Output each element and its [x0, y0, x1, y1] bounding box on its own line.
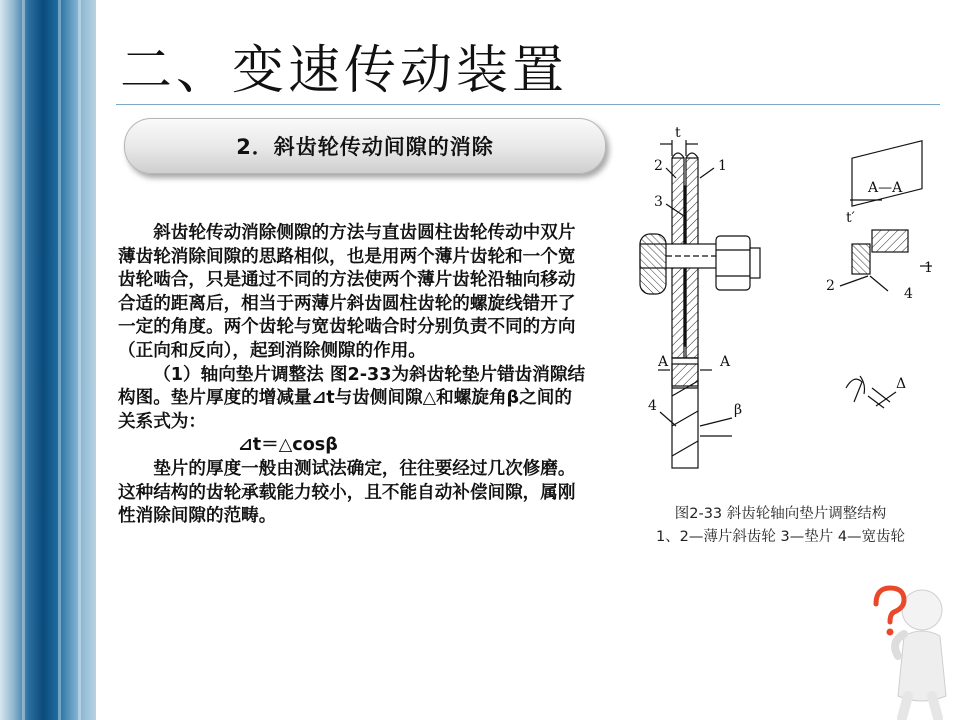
label-2-section: 2	[826, 278, 835, 294]
label-4: 4	[648, 398, 657, 414]
label-3: 3	[654, 194, 663, 210]
formula: ⊿t＝△cosβ	[238, 435, 338, 456]
paragraph-3: 垫片的厚度一般由测试法确定，往往要经过几次修磨。这种结构的齿轮承载能力较小，且不能自动补偿间隙，属刚性消除间隙的范畴。	[118, 458, 576, 527]
label-1: 1	[718, 158, 727, 174]
section-heading: 2．斜齿轮传动间隙的消除	[236, 135, 494, 159]
title-divider	[116, 104, 940, 105]
left-decorative-bar	[0, 0, 96, 720]
paragraph-1: 斜齿轮传动消除侧隙的方法与直齿圆柱齿轮传动中双片薄齿轮消除间隙的思路相似，也是用两个薄片齿轮和一个宽齿轮啮合，只是通过不同的方法使两个薄片齿轮沿轴向移动合适的距离后，相当于两薄片斜齿圆柱齿轮的螺旋线错开了一定的角度。两个齿轮与宽齿轮啮合时分别负责不同的方向（正向和反向），起到消除侧隙的作用。	[118, 223, 576, 361]
label-a-left: A	[658, 354, 669, 370]
caption-line-2: 1、2—薄片斜齿轮 3—垫片 4—宽齿轮	[655, 529, 906, 545]
thinking-figure-with-question-mark-icon	[868, 580, 960, 720]
label-delta: Δ	[896, 376, 907, 392]
label-1-section: 1	[924, 260, 933, 276]
label-t: t	[675, 126, 681, 141]
label-2: 2	[654, 158, 663, 174]
caption-line-1: 图2-33 斜齿轮轴向垫片调整结构	[674, 506, 887, 522]
paragraph-2: （1）轴向垫片调整法 图2-33为斜齿轮垫片错齿消隙结构图。垫片厚度的增减量⊿t与齿侧间隙△和螺旋角β之间的关系式为：	[118, 364, 586, 432]
label-a-right: A	[720, 354, 731, 370]
figure-caption	[608, 503, 953, 549]
label-tprime: t′	[846, 210, 855, 226]
slide-title: 二、变速传动装置	[120, 41, 569, 101]
body-text	[118, 222, 588, 529]
label-4-section: 4	[904, 286, 913, 302]
label-beta: β	[734, 402, 743, 418]
label-section: A—A	[868, 180, 903, 196]
section-heading-pill	[124, 118, 606, 174]
gear-shim-diagram	[620, 126, 940, 496]
